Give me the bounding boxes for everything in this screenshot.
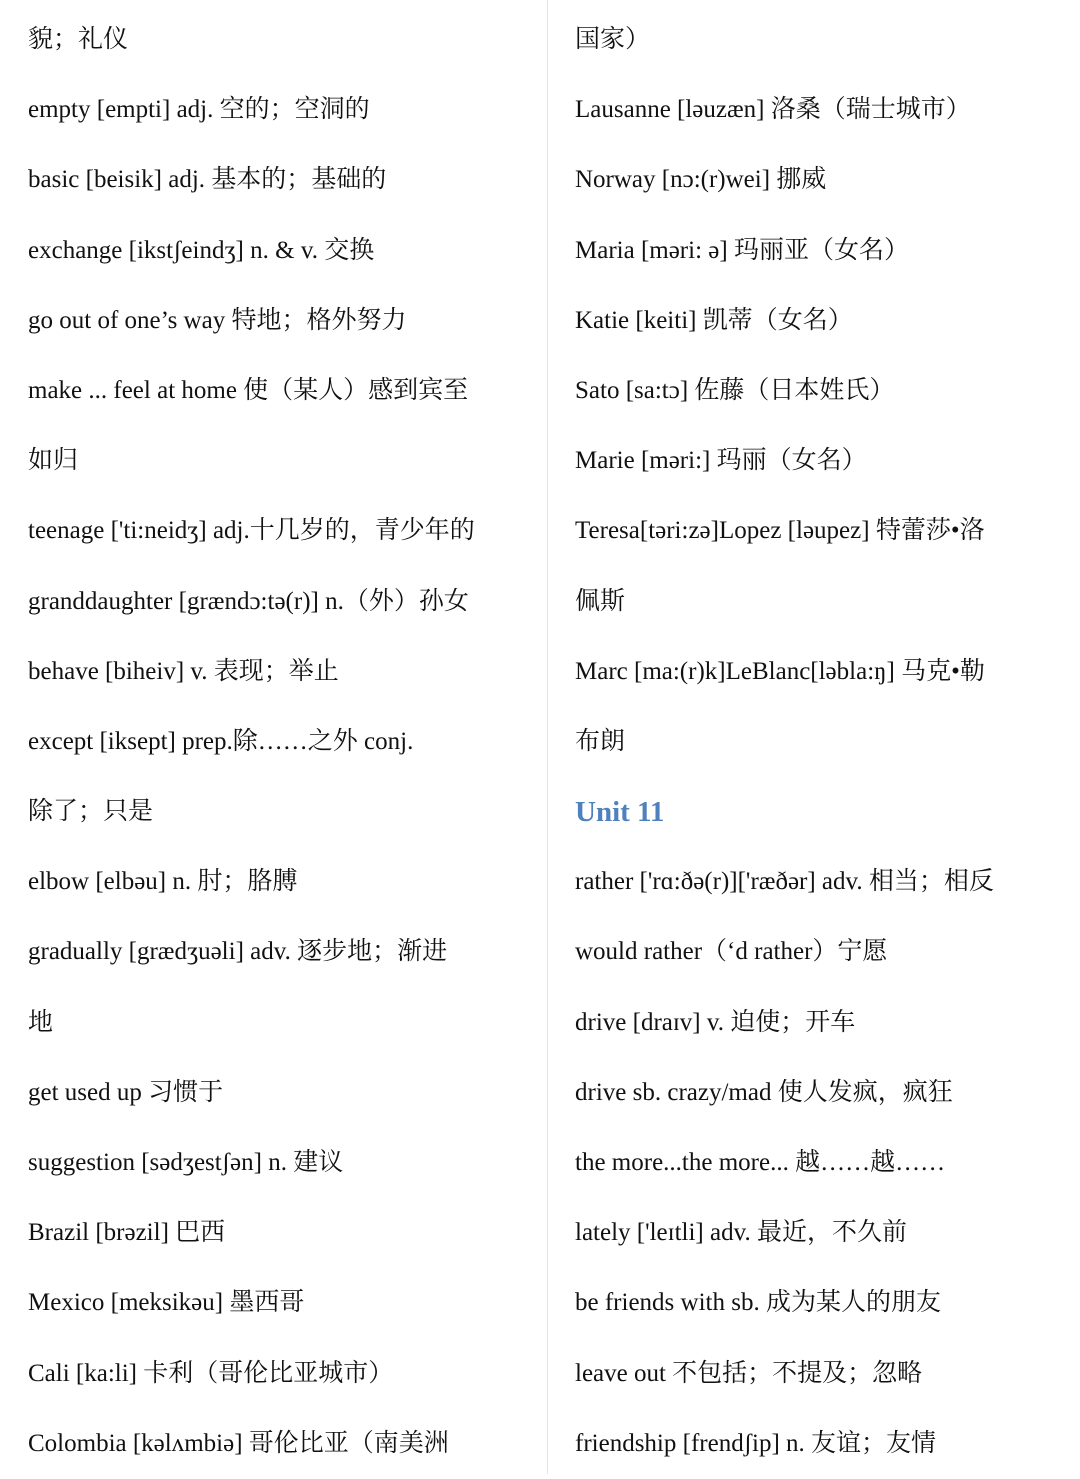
vocab-line: suggestion [sədʒestʃən] n. 建议 <box>28 1149 344 1176</box>
vocab-line: would rather（‘d rather）宁愿 <box>575 938 888 966</box>
vocab-line: granddaughter [grændɔ:tə(r)] n.（外）孙女 <box>28 587 469 615</box>
vocab-line: 布朗 <box>575 727 626 755</box>
vocab-line: friendship [frendʃip] n. 友谊；友情 <box>575 1429 937 1457</box>
vocab-line: 除了；只是 <box>28 798 154 826</box>
vocab-line: elbow [elbəu] n. 肘；胳膊 <box>28 868 298 896</box>
vocab-line: Maria [məri: ə] 玛丽亚（女名） <box>575 236 909 264</box>
vocab-line: drive sb. crazy/mad 使人发疯，疯狂 <box>575 1078 953 1106</box>
vocab-line: leave out 不包括；不提及；忽略 <box>575 1359 923 1387</box>
unit-heading: Unit 11 <box>575 796 665 829</box>
vocab-line: 貌；礼仪 <box>28 26 129 53</box>
vocab-line: drive [draɪv] v. 迫使；开车 <box>575 1008 856 1036</box>
vocab-line: behave [biheiv] v. 表现；举止 <box>28 657 339 685</box>
vocab-line: 国家） <box>575 26 651 53</box>
vocab-line: teenage ['ti:neidʒ] adj.十几岁的，青少年的 <box>28 517 475 545</box>
vocab-line: 佩斯 <box>575 587 626 615</box>
vocab-line: gradually [grædʒuəli] adv. 逐步地；渐进 <box>28 938 448 966</box>
vocab-line: Mexico [meksikəu] 墨西哥 <box>28 1289 305 1317</box>
vocab-line: Cali [ka:li] 卡利（哥伦比亚城市） <box>28 1359 394 1387</box>
vocab-line: empty [empti] adj. 空的；空洞的 <box>28 96 370 124</box>
column-divider <box>547 0 548 1474</box>
vocab-line: the more...the more... 越……越…… <box>575 1149 946 1176</box>
vocab-line: Katie [keiti] 凯蒂（女名） <box>575 306 853 334</box>
vocab-line: go out of one’s way 特地；格外努力 <box>28 306 407 334</box>
vocab-line: Marc [ma:(r)k]LeBlanc[ləbla:ŋ] 马克•勒 <box>575 657 985 685</box>
right-column <box>575 5 1070 1479</box>
vocab-line: Marie [məri:] 玛丽（女名） <box>575 447 867 475</box>
vocab-line: be friends with sb. 成为某人的朋友 <box>575 1289 941 1317</box>
vocab-line: get used up 习惯于 <box>28 1078 224 1106</box>
vocab-line: except [iksept] prep.除……之外 conj. <box>28 727 414 755</box>
left-column <box>28 5 533 1479</box>
vocab-line: Colombia [kəlʌmbiə] 哥伦比亚（南美洲 <box>28 1429 449 1457</box>
vocab-line: basic [beisik] adj. 基本的；基础的 <box>28 166 387 194</box>
vocab-line: 地 <box>28 1008 54 1036</box>
vocab-line: Norway [nɔ:(r)wei] 挪威 <box>575 166 827 194</box>
vocab-line: Teresa[təri:zə]Lopez [ləupez] 特蕾莎•洛 <box>575 517 985 545</box>
vocab-line: Brazil [brəzil] 巴西 <box>28 1219 226 1247</box>
vocab-line: make ... feel at home 使（某人）感到宾至 <box>28 376 469 404</box>
vocab-line: Lausanne [ləuzæn] 洛桑（瑞士城市） <box>575 96 971 124</box>
vocab-line: 如归 <box>28 447 79 475</box>
vocab-line: lately ['leɪtli] adv. 最近，不久前 <box>575 1219 907 1247</box>
vocab-line: rather ['rɑ:ðə(r)]['ræðər] adv. 相当；相反 <box>575 868 994 896</box>
vocab-line: exchange [ikstʃeindʒ] n. & v. 交换 <box>28 236 375 264</box>
vocab-line: Sato [sa:tɔ] 佐藤（日本姓氏） <box>575 376 895 404</box>
